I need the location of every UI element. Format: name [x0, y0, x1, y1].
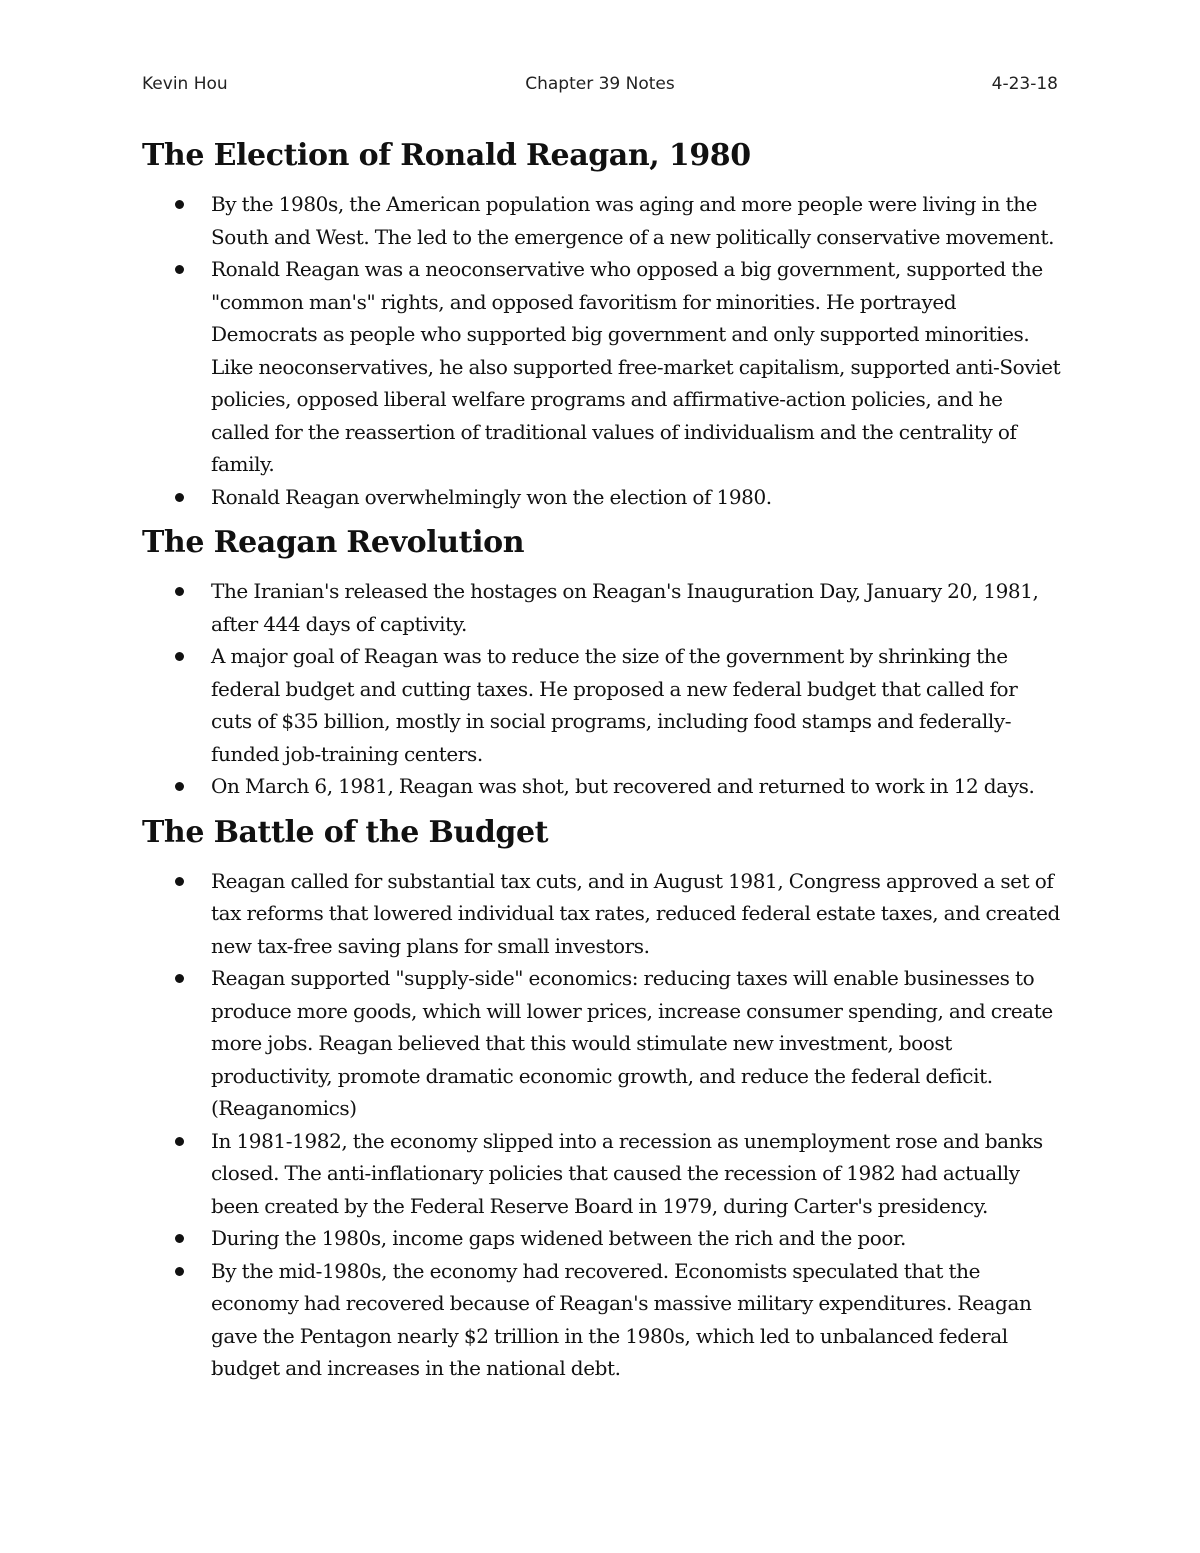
bullet-text: By the 1980s, the American population was aging and more people were living in the South and West. The led to the emergence of a new politically conservative movement.: [211, 192, 1055, 249]
bullet-text: Reagan called for substantial tax cuts, and in August 1981, Congress approved a set of tax reforms that lowered individual tax rates, reduced federal estate taxes, and created new tax-free saving plans for small investors.: [211, 868, 1060, 958]
section-title: The Election of Ronald Reagan, 1980: [142, 138, 751, 173]
bullet-item: [142, 1125, 1062, 1223]
bullet-list: [142, 188, 1062, 513]
bullet-text: The Iranian's released the hostages on Reagan's Inauguration Day, January 20, 1981, after 444 days of captivity.: [211, 579, 1039, 636]
bullet-text: Reagan supported "supply-side" economics: reducing taxes will enable businesses to produce more goods, which will lower prices, increase consumer spending, and create more jobs. Reagan believed that this would stimulate new investment, boost productivity, promote dramatic economic growth, and reduce the federal deficit. (Reaganomics): [211, 966, 1053, 1120]
section-battle-of-budget: [142, 814, 1062, 1385]
bullet-text: By the mid-1980s, the economy had recovered. Economists speculated that the economy had recovered because of Reagan's massive military expenditures. Reagan gave the Pentagon nearly $2 trillion in the 1980s, which led to unbalanced federal budget and increases in the national debt.: [211, 1258, 1032, 1380]
bullet-text: On March 6, 1981, Reagan was shot, but recovered and returned to work in 12 days.: [211, 774, 1035, 798]
document-body: [142, 140, 1062, 1399]
bullet-item: [142, 188, 1062, 253]
bullet-text: Ronald Reagan was a neoconservative who opposed a big government, supported the "common man's" rights, and opposed favoritism for minorities. He portrayed Democrats as people who supported big government and only supported minorities. Like neoconservatives, he also supported free-market capitalism, supported anti-Soviet policies, opposed liberal welfare programs and affirmative-action policies, and he called for the reassertion of traditional values of individualism and the centrality of family.: [211, 257, 1061, 476]
section-reagan-revolution: [142, 527, 1062, 803]
bullet-item: [142, 1255, 1062, 1385]
header-date: 4-23-18: [991, 74, 1058, 94]
bullet-icon: [175, 974, 184, 983]
bullet-icon: [175, 1137, 184, 1146]
bullet-item: [142, 1222, 1062, 1255]
header-author: Kevin Hou: [142, 74, 228, 94]
bullet-icon: [175, 200, 184, 209]
bullet-item: [142, 865, 1062, 963]
page-header: [142, 74, 1058, 100]
bullet-icon: [175, 587, 184, 596]
section-title: The Battle of the Budget: [142, 814, 549, 850]
bullet-icon: [175, 493, 184, 502]
bullet-icon: [175, 265, 184, 274]
bullet-icon: [175, 652, 184, 661]
bullet-list: [142, 575, 1062, 803]
section-title: The Reagan Revolution: [142, 525, 525, 560]
bullet-list: [142, 865, 1062, 1385]
bullet-text: During the 1980s, income gaps widened between the rich and the poor.: [211, 1226, 906, 1250]
bullet-item: [142, 481, 1062, 514]
bullet-icon: [175, 877, 184, 886]
bullet-item: [142, 253, 1062, 481]
bullet-item: [142, 640, 1062, 770]
bullet-item: [142, 575, 1062, 640]
bullet-item: [142, 770, 1062, 803]
bullet-icon: [175, 782, 184, 791]
bullet-text: A major goal of Reagan was to reduce the size of the government by shrinking the federal budget and cutting taxes. He proposed a new federal budget that called for cuts of $35 billion, mostly in social programs, including food stamps and federally-funded job-training centers.: [211, 644, 1018, 766]
bullet-icon: [175, 1267, 184, 1276]
bullet-icon: [175, 1234, 184, 1243]
header-title: Chapter 39 Notes: [525, 74, 675, 94]
section-election-1980: [142, 140, 1062, 513]
bullet-text: In 1981-1982, the economy slipped into a recession as unemployment rose and banks closed. The anti-inflationary policies that caused the recession of 1982 had actually been created by the Federal Reserve Board in 1979, during Carter's presidency.: [211, 1128, 1043, 1218]
bullet-text: Ronald Reagan overwhelmingly won the election of 1980.: [211, 484, 772, 509]
bullet-item: [142, 962, 1062, 1125]
